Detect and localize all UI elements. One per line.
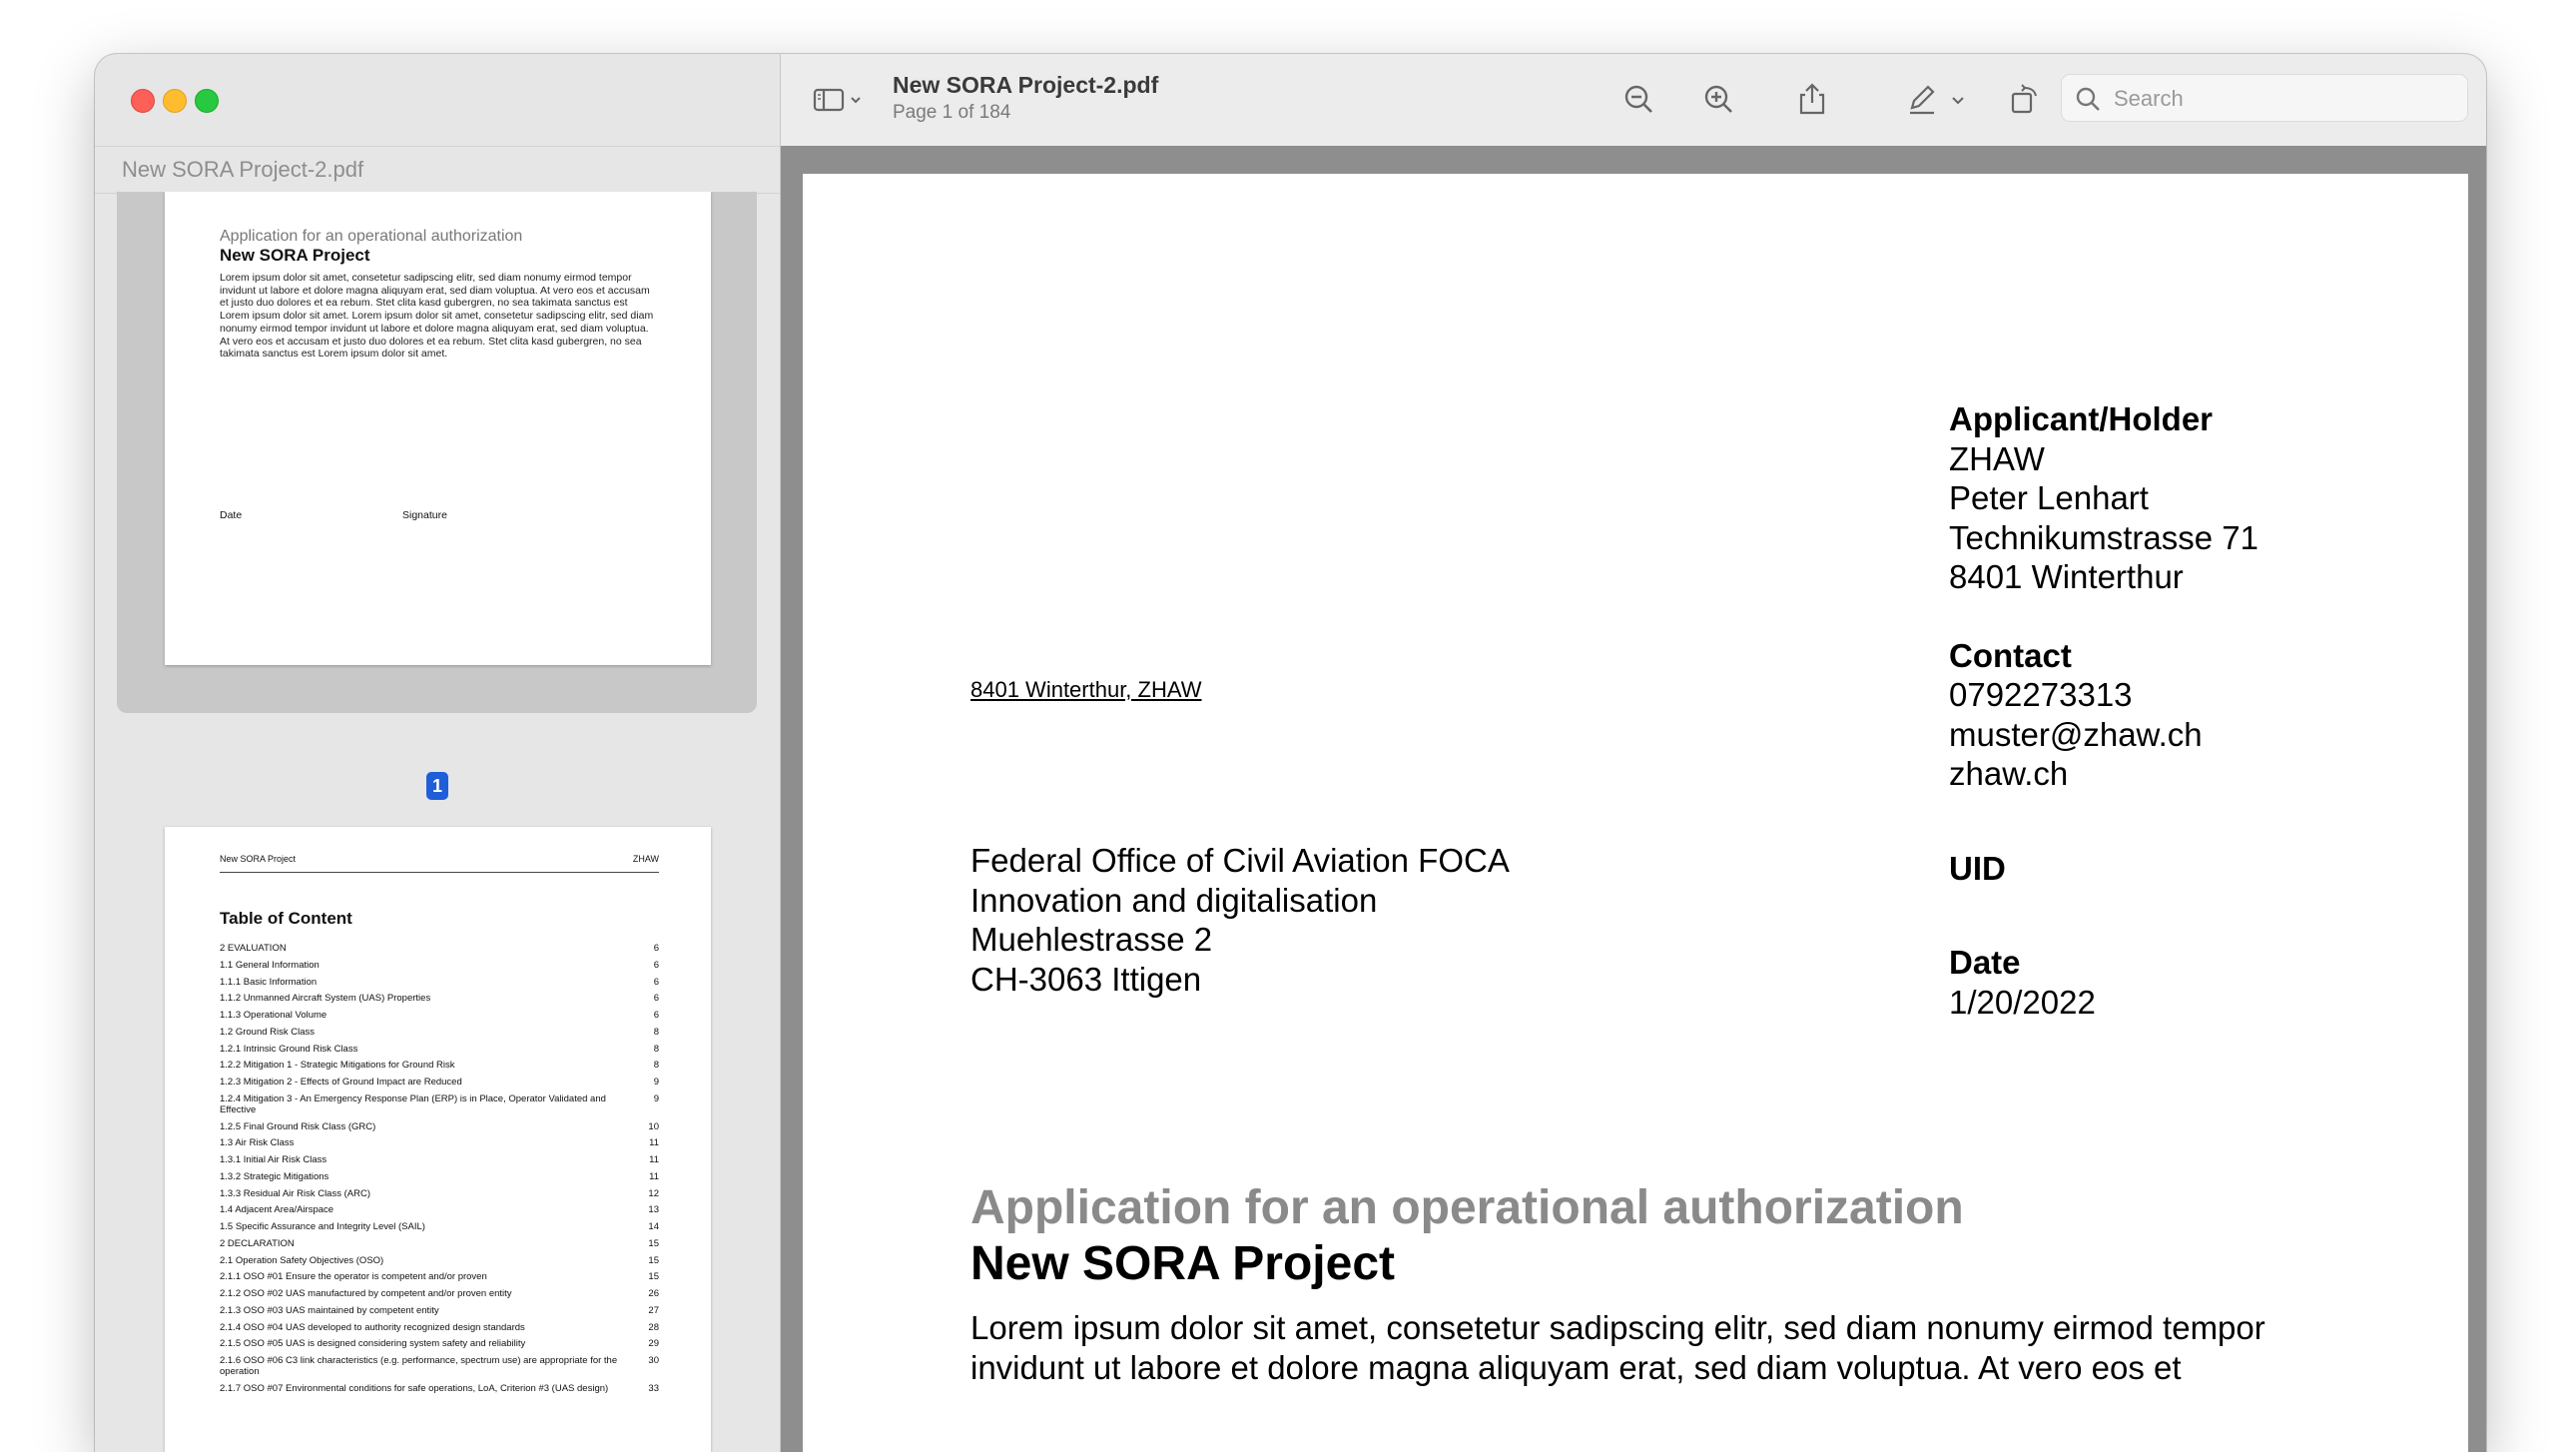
contact-line: 0792273313 [1949, 676, 2133, 713]
toc-entry-page: 11 [649, 1137, 659, 1149]
sidebar-toggle-icon[interactable] [809, 80, 873, 120]
toc-entry [220, 1060, 659, 1071]
applicant-line: ZHAW [1949, 439, 2045, 477]
body-line: invidunt ut labore et dolore magna aliquyam erat, sed diam voluptua. At vero eos et [970, 1348, 2182, 1386]
toc-entry-page: 11 [649, 1170, 659, 1182]
thumb-page-header [220, 854, 659, 873]
toc-entry-label: 2.1 Operation Safety Objectives (OSO) [220, 1254, 384, 1266]
toc-entry-label: 1.1.2 Unmanned Aircraft System (UAS) Properties [220, 993, 431, 1005]
minimize-button[interactable] [163, 89, 187, 113]
window-controls [95, 54, 780, 146]
toc-entry-label: 2.1.5 OSO #05 UAS is designed considering system safety and reliability [220, 1338, 526, 1350]
date-heading: Date [1949, 944, 2021, 981]
toc-entry-page: 30 [648, 1355, 659, 1366]
toc-entry [220, 1010, 659, 1021]
toc-entry-page: 13 [648, 1204, 659, 1216]
toc-entry-label: 1.1 General Information [220, 959, 320, 971]
toc-entry-label: 1.2.1 Intrinsic Ground Risk Class [220, 1043, 358, 1055]
search-field[interactable] [2061, 74, 2468, 122]
toc-entry [220, 1221, 659, 1232]
toc-entry [220, 1238, 659, 1249]
toc-entry [220, 1355, 659, 1377]
date-value: 1/20/2022 [1949, 983, 2096, 1021]
recipient-block [970, 841, 1510, 999]
toc-entry-page: 28 [648, 1321, 659, 1333]
toc-entry [220, 1027, 659, 1038]
toc-entry-label: 1.2.3 Mitigation 2 - Effects of Ground Impact are Reduced [220, 1077, 462, 1088]
thumb-toc-list [220, 943, 659, 1400]
toc-entry-page: 6 [653, 1010, 659, 1021]
document-title: New SORA Project-2.pdf [893, 72, 1159, 98]
toc-entry [220, 1204, 659, 1215]
sidebar [95, 54, 781, 1452]
thumbnail-list[interactable] [95, 192, 780, 1452]
toc-entry [220, 1121, 659, 1132]
toc-entry-label: 2.1.1 OSO #01 Ensure the operator is competent and/or proven [220, 1271, 487, 1283]
thumb-toc-title: Table of Content [220, 909, 352, 928]
toc-entry-label: 1.2.2 Mitigation 1 - Strategic Mitigations for Ground Risk [220, 1060, 455, 1072]
toc-entry [220, 993, 659, 1004]
sidebar-document-title: New SORA Project-2.pdf [95, 146, 780, 194]
toc-entry-label: 1.2.5 Final Ground Risk Class (GRC) [220, 1120, 376, 1132]
toc-entry [220, 960, 659, 971]
rotate-icon[interactable] [2005, 80, 2045, 120]
toc-entry [220, 1137, 659, 1148]
page-number-badge: 1 [426, 772, 448, 800]
spacer [1949, 888, 2258, 943]
toc-entry-page: 8 [653, 1026, 659, 1038]
page-thumbnail-1[interactable] [165, 192, 711, 665]
page-indicator: Page 1 of 184 [893, 102, 1011, 123]
toc-entry [220, 1305, 659, 1316]
toc-entry-page: 26 [648, 1288, 659, 1299]
toc-entry-label: 1.1.1 Basic Information [220, 976, 318, 988]
thumb-heading-gray: Application for an operational authorization [220, 228, 523, 245]
applicant-line: 8401 Winterthur [1949, 558, 2184, 595]
toc-entry [220, 1383, 659, 1394]
toc-entry-page: 29 [648, 1338, 659, 1350]
thumb-paragraph: Lorem ipsum dolor sit amet, consetetur sadipscing elitr, sed diam nonumy eirmod tempor invidunt ut labore et dolore magna aliquyam erat, sed diam voluptua. At vero eos et accusam et justo duo dolores et ea rebum. Stet clita kasd gubergren, no sea takimata sanctus est Lorem ipsum dolor sit amet. Lorem ipsum dolor sit amet, consetetur sadipscing elitr, sed diam nonumy eirmod tempor invidunt ut labore et dolore magna aliquyam erat, sed diam voluptua. At vero eos et accusam et justo duo dolores et ea rebum. Stet clita kasd gubergren, no sea takimata sanctus est Lorem ipsum dolor sit amet. [220, 272, 654, 361]
toc-entry [220, 1154, 659, 1165]
toc-entry [220, 1255, 659, 1266]
toc-entry-label: 2.1.6 OSO #06 C3 link characteristics (e.g. performance, spectrum use) are appropriate for the operation [220, 1355, 618, 1377]
toc-entry-label: 1.2.4 Mitigation 3 - An Emergency Response Plan (ERP) is in Place, Operator Validated and Effective [220, 1092, 606, 1115]
toc-entry-page: 6 [653, 993, 659, 1005]
uid-heading: UID [1949, 849, 2006, 887]
thumb-header-left: New SORA Project [220, 854, 297, 864]
toc-entry [220, 1171, 659, 1182]
thumb-header-right: ZHAW [632, 854, 659, 864]
toc-entry-page: 15 [648, 1271, 659, 1283]
toc-entry-label: 1.1.3 Operational Volume [220, 1010, 327, 1021]
toc-entry-page: 10 [648, 1120, 659, 1132]
page-thumbnail-2[interactable] [165, 827, 711, 1452]
contact-line: zhaw.ch [1949, 755, 2069, 792]
project-title: New SORA Project [970, 1237, 1395, 1290]
toc-entry-page: 6 [653, 976, 659, 988]
toc-entry-label: 2.1.3 OSO #03 UAS maintained by competent entity [220, 1304, 439, 1316]
search-input[interactable] [2112, 84, 2455, 114]
applicant-line: Peter Lenhart [1949, 479, 2149, 516]
toc-entry-page: 9 [653, 1077, 659, 1088]
spacer [1949, 597, 2258, 636]
fullscreen-button[interactable] [195, 89, 219, 113]
sender-line: 8401 Winterthur, ZHAW [970, 677, 1202, 702]
markup-chevron-down-icon[interactable] [1945, 80, 1971, 120]
toc-entry-page: 33 [648, 1382, 659, 1394]
toc-entry [220, 1338, 659, 1349]
body-line: Lorem ipsum dolor sit amet, consetetur sadipscing elitr, sed diam nonumy eirmod tempor [970, 1309, 2265, 1346]
toc-entry-label: 2.1.4 OSO #04 UAS developed to authority recognized design standards [220, 1321, 525, 1333]
application-title: Application for an operational authorization [970, 1181, 1964, 1234]
toc-entry-label: 1.2 Ground Risk Class [220, 1026, 316, 1038]
recipient-line: Muehlestrasse 2 [970, 921, 1213, 958]
toc-entry-page: 14 [648, 1221, 659, 1232]
zoom-out-icon[interactable] [1619, 80, 1659, 120]
toc-entry-label: 1.3.2 Strategic Mitigations [220, 1170, 329, 1182]
thumb-heading-bold: New SORA Project [220, 246, 370, 265]
toc-entry-label: 2.1.7 OSO #07 Environmental conditions for safe operations, LoA, Criterion #3 (UAS design) [220, 1382, 609, 1394]
pdf-page-1 [803, 174, 2468, 1452]
toc-entry [220, 1322, 659, 1333]
preview-window [95, 54, 2486, 1452]
spacer [1949, 794, 2258, 849]
toc-entry-page: 11 [649, 1154, 659, 1165]
markup-pen-icon[interactable] [1902, 80, 1942, 120]
toc-entry-label: 2 DECLARATION [220, 1237, 295, 1249]
toc-entry-page: 15 [648, 1237, 659, 1249]
toc-entry-page: 8 [653, 1043, 659, 1055]
toolbar [781, 54, 2486, 147]
toc-entry-page: 8 [653, 1060, 659, 1072]
thumb-date-label: Date [220, 509, 243, 521]
thumb-signature-label: Signature [402, 509, 447, 521]
search-icon [2074, 85, 2102, 113]
toc-entry-label: 1.5 Specific Assurance and Integrity Level (SAIL) [220, 1221, 425, 1232]
toc-entry-page: 15 [648, 1254, 659, 1266]
toc-entry [220, 1077, 659, 1088]
close-button[interactable] [131, 89, 155, 113]
toc-entry [220, 1271, 659, 1282]
toc-entry-page: 27 [648, 1304, 659, 1316]
toc-entry-page: 6 [653, 959, 659, 971]
document-view[interactable] [781, 146, 2486, 1452]
contact-heading: Contact [1949, 636, 2072, 674]
recipient-line: Innovation and digitalisation [970, 881, 1378, 919]
toc-entry-page: 12 [648, 1187, 659, 1199]
applicant-line: Technikumstrasse 71 [1949, 518, 2258, 556]
toc-entry [220, 977, 659, 988]
recipient-line: Federal Office of Civil Aviation FOCA [970, 842, 1510, 879]
toc-entry [220, 1288, 659, 1299]
toc-entry-label: 1.4 Adjacent Area/Airspace [220, 1204, 334, 1216]
toc-entry-label: 1.3.3 Residual Air Risk Class (ARC) [220, 1187, 370, 1199]
zoom-in-icon[interactable] [1699, 80, 1739, 120]
toc-entry-label: 1.3 Air Risk Class [220, 1137, 295, 1149]
toc-entry [220, 943, 659, 954]
toc-entry [220, 1044, 659, 1055]
toc-entry-label: 1.3.1 Initial Air Risk Class [220, 1154, 327, 1165]
toc-entry-page: 6 [653, 943, 659, 954]
recipient-line: CH-3063 Ittigen [970, 960, 1202, 998]
toc-entry-label: 2 EVALUATION [220, 943, 287, 954]
toc-entry [220, 1188, 659, 1199]
body-paragraph [970, 1308, 2328, 1387]
toc-entry [220, 1093, 659, 1115]
contact-line: muster@zhaw.ch [1949, 715, 2203, 753]
toc-entry-label: 2.1.2 OSO #02 UAS manufactured by competent and/or proven entity [220, 1288, 512, 1299]
applicant-heading: Applicant/Holder [1949, 400, 2214, 437]
share-icon[interactable] [1792, 80, 1832, 120]
toc-entry-page: 9 [653, 1092, 659, 1104]
applicant-block [1949, 399, 2258, 1022]
